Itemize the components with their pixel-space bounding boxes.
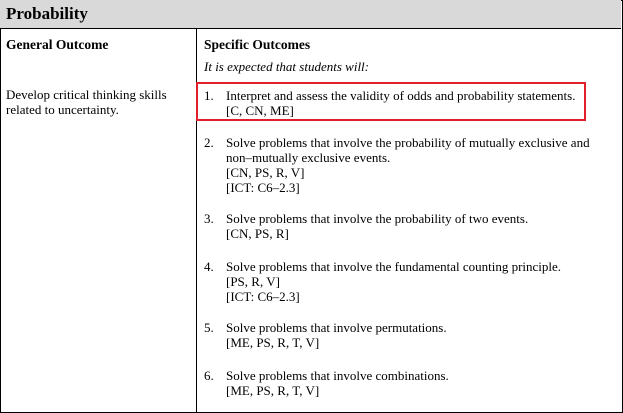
- outcome-codes: [C, CN, ME]: [226, 103, 294, 118]
- outcome-ict: [ICT: C6–2.3]: [226, 289, 300, 304]
- outcome-number: 3.: [204, 211, 214, 226]
- outcome-text: Solve problems that involve the probability of two events.: [226, 211, 529, 226]
- outcome-codes: [CN, PS, R]: [226, 226, 289, 241]
- outcome-text: Solve problems that involve the probability of mutually exclusive and: [226, 135, 590, 150]
- outcome-codes: [ME, PS, R, T, V]: [226, 335, 320, 350]
- outcome-number: 1.: [204, 88, 214, 103]
- highlight-box: [196, 82, 586, 121]
- outcome-number: 2.: [204, 135, 214, 150]
- outcome-text: Solve problems that involve the fundamental counting principle.: [226, 259, 562, 274]
- outcome-text: Solve problems that involve permutations.: [226, 320, 447, 335]
- general-outcome-line: Develop critical thinking skills: [6, 87, 167, 102]
- outcome-number: 6.: [204, 368, 214, 383]
- outcome-codes: [CN, PS, R, V]: [226, 165, 305, 180]
- general-outcome-line: related to uncertainty.: [6, 102, 119, 117]
- general-outcome-heading: General Outcome: [6, 37, 109, 52]
- outcome-codes: [PS, R, V]: [226, 274, 280, 289]
- outcome-codes: [ME, PS, R, T, V]: [226, 383, 320, 398]
- section-header: [0, 0, 621, 29]
- outcome-ict: [ICT: C6–2.3]: [226, 180, 300, 195]
- outcome-number: 4.: [204, 259, 214, 274]
- outcome-number: 5.: [204, 320, 214, 335]
- outcome-text: Solve problems that involve combinations.: [226, 368, 449, 383]
- intro-text: It is expected that students will:: [204, 59, 369, 74]
- specific-outcomes-heading: Specific Outcomes: [204, 37, 311, 52]
- outcome-text: Interpret and assess the validity of odds and probability statements.: [226, 88, 576, 103]
- section-title: Probability: [6, 4, 88, 23]
- general-outcome-text: [6, 87, 192, 117]
- outcome-text: non–mutually exclusive events.: [226, 150, 391, 165]
